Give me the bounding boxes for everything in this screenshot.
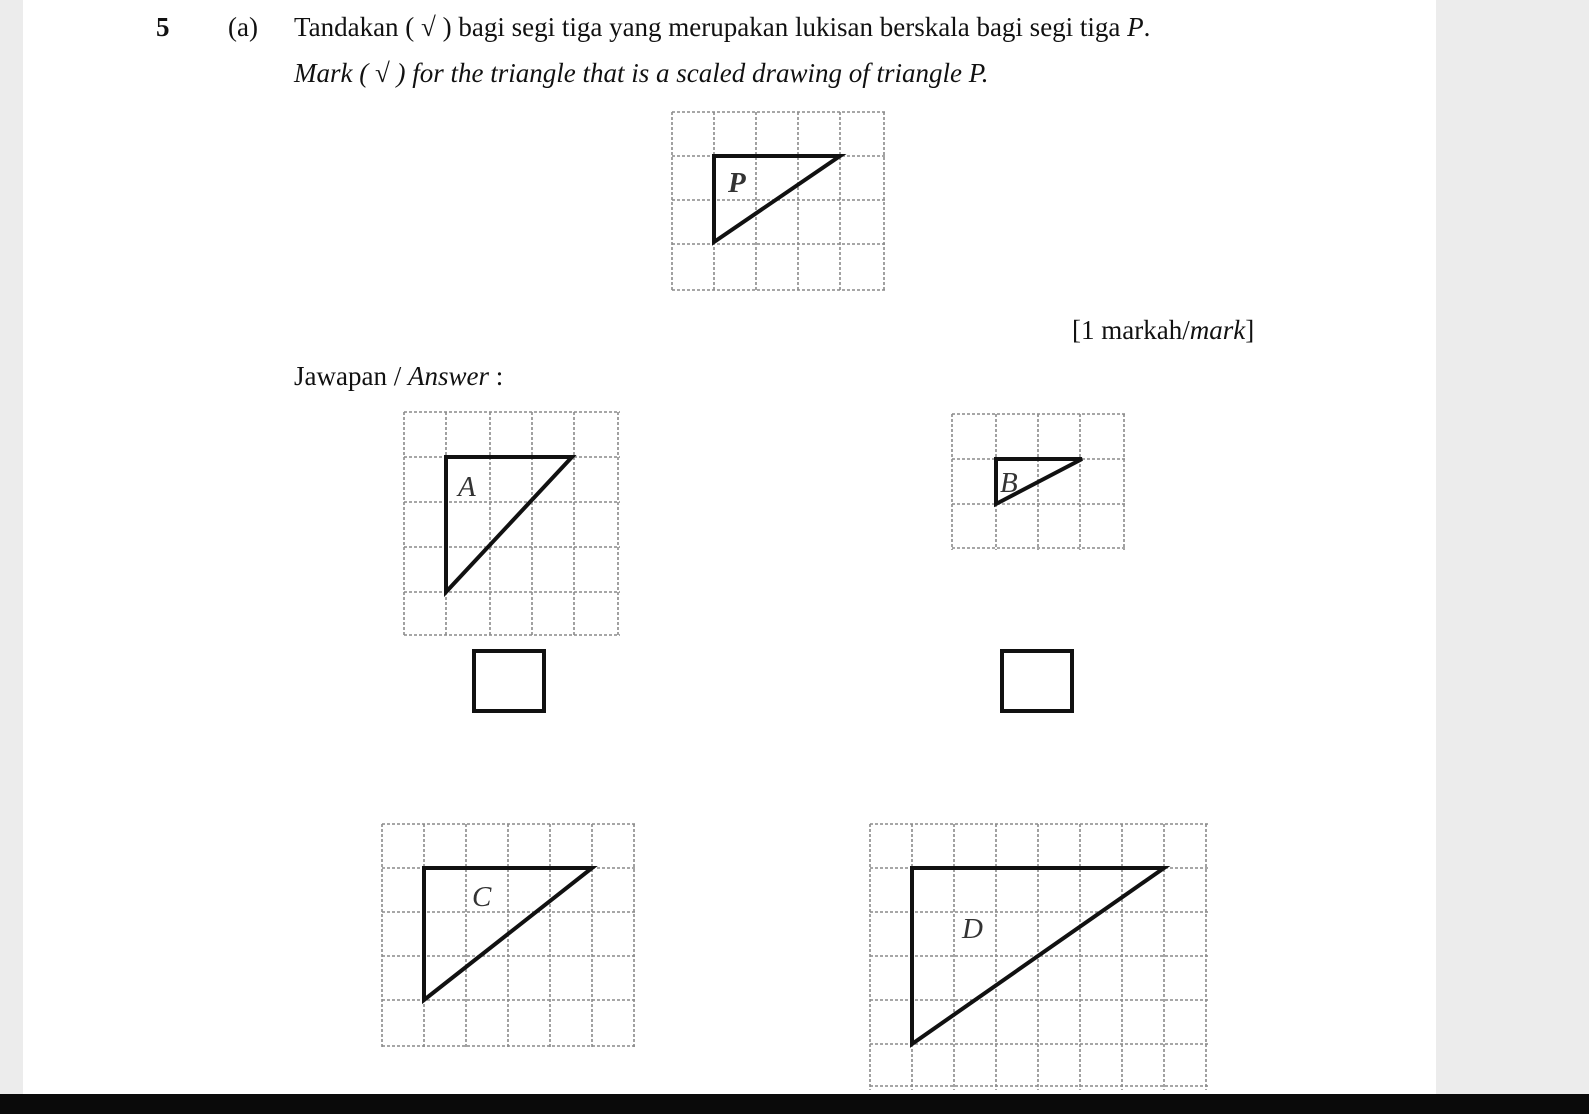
answer-label-colon: :: [488, 361, 504, 391]
question-part: (a): [228, 12, 258, 42]
question-number: 5: [156, 12, 170, 42]
marks-italic: mark: [1189, 315, 1246, 345]
triangle-a-label: A: [458, 471, 476, 503]
instruction-english: Mark ( √ ) for the triangle that is a scaled drawing of triangle P.: [294, 58, 989, 88]
triangle-c-label: C: [472, 881, 492, 913]
triangle-b-figure: [952, 414, 1130, 552]
bottom-edge-bar: [0, 1094, 1589, 1114]
instruction-malay-text: Tandakan ( √ ) bagi segi tiga yang merupakan lukisan berskala bagi segi tiga: [294, 12, 1128, 42]
triangle-a-figure: [404, 412, 624, 638]
answer-label-malay: Jawapan /: [294, 361, 408, 391]
answer-checkbox-a[interactable]: [472, 649, 546, 713]
marks-allocation: [1072, 314, 1254, 346]
grid-lines: [672, 112, 886, 292]
answer-label: [294, 360, 503, 392]
grid-lines: [382, 824, 636, 1048]
instruction-malay-italic: P: [1127, 12, 1144, 42]
triangle-p-label: P: [728, 167, 746, 199]
triangle-d-label: D: [962, 913, 983, 945]
marks-open: [1 markah/: [1072, 315, 1190, 345]
instruction-malay-end: .: [1143, 12, 1151, 42]
triangle-c-figure: [382, 824, 640, 1052]
answer-checkbox-b[interactable]: [1000, 649, 1074, 713]
triangle-p-figure: [672, 112, 888, 296]
answer-label-english: Answer: [407, 361, 489, 391]
instruction-malay: [294, 11, 1150, 43]
marks-close: ]: [1245, 315, 1255, 345]
triangle-d-figure: [870, 824, 1210, 1092]
triangle-b-label: B: [1000, 467, 1018, 499]
